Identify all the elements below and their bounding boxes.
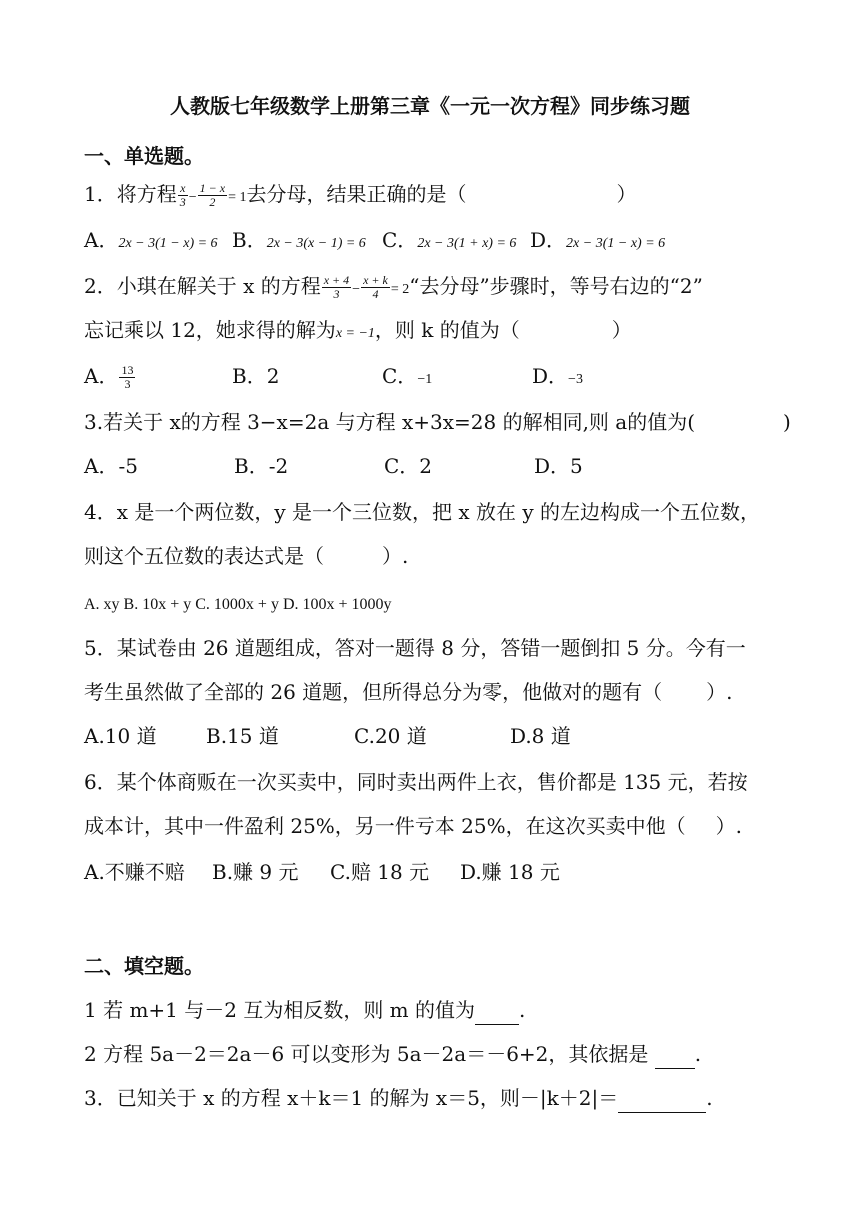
question-4: 4．x 是一个两位数，y 是一个三位数，把 x 放在 y 的左边构成一个五位数，: [84, 500, 761, 524]
option-d[interactable]: D.赚 18 元: [460, 860, 560, 884]
question-4-line-2: 则这个五位数的表达式是（ ）.: [84, 544, 409, 568]
option-b[interactable]: B.赚 9 元: [212, 860, 299, 884]
option-d[interactable]: D．2x − 3(1 − x) = 6: [530, 228, 666, 252]
option-d[interactable]: D．−3: [532, 364, 583, 388]
option-a[interactable]: A．-5: [84, 454, 138, 478]
answer-blank[interactable]: [655, 1040, 695, 1069]
question-1-text: 1．将方程: [84, 182, 177, 206]
option-a[interactable]: A．2x − 3(1 − x) = 6: [84, 228, 218, 252]
question-3-options: [84, 452, 583, 480]
fill-question-1: 1 若 m+1 与－2 互为相反数，则 m 的值为 .: [84, 996, 525, 1025]
section-heading-fill-in: 二、填空题。: [84, 954, 204, 978]
option-a[interactable]: A.不赚不赔: [84, 860, 185, 884]
fill-question-3: 3．已知关于 x 的方程 x＋k＝1 的解为 x＝5，则－|k＋2|＝ .: [84, 1084, 713, 1113]
question-3: 3.若关于 x的方程 3−x=2a 与方程 x+3x=28 的解相同,则 a的值为( ): [84, 410, 791, 434]
question-5-line-2: 考生虽然做了全部的 26 道题，但所得总分为零，他做对的题有（ ）.: [84, 680, 733, 704]
question-6: 6．某个体商贩在一次买卖中，同时卖出两件上衣，售价都是 135 元，若按: [84, 770, 748, 794]
answer-blank[interactable]: [618, 1084, 706, 1113]
section-heading-single-choice: 一、单选题。: [84, 144, 204, 168]
option-d[interactable]: D．5: [534, 454, 583, 478]
question-1: 1．将方程 $\frac{x}{3}$ − $\frac{1 - x}{2}$ = 1去分母，结果正确的是（ ）: [84, 181, 637, 209]
option-c[interactable]: C．2: [384, 454, 433, 478]
option-b[interactable]: B．-2: [234, 454, 289, 478]
option-c[interactable]: C.赔 18 元: [330, 860, 430, 884]
question-5: 5．某试卷由 26 道题组成，答对一题得 8 分，答错一题倒扣 5 分。今有一: [84, 636, 746, 660]
option-b[interactable]: B．2: [232, 364, 280, 388]
fraction-x-plus-4-over-3: $\frac{x + 4}{3}$: [323, 273, 350, 301]
question-1-options: [84, 226, 665, 258]
option-b[interactable]: B.15 道: [206, 724, 279, 748]
question-6-line-2: 成本计，其中一件盈利 25%，另一件亏本 25%，在这次买卖中他（ ）.: [84, 814, 742, 838]
fill-question-2: 2 方程 5a－2＝2a－6 可以变形为 5a－2a＝－6+2，其依据是 .: [84, 1040, 701, 1069]
question-5-options: [84, 722, 571, 750]
option-c[interactable]: C．2x − 3(1 + x) = 6: [382, 228, 517, 252]
answer-blank[interactable]: [475, 996, 519, 1025]
option-a[interactable]: A.10 道: [84, 724, 157, 748]
question-2-line-2: 忘记乘以 12，她求得的解为x = −1，则 k 的值为（ ）: [84, 318, 632, 342]
page-title: 人教版七年级数学上册第三章《一元一次方程》同步练习题: [170, 94, 690, 118]
question-6-options: [84, 858, 560, 886]
question-2: 2．小琪在解关于 x 的方程 $\frac{x + 4}{3}$ − $\frac{x + k}{4}$ = 2“去分母”步骤时，等号右边的“2”: [84, 273, 703, 301]
question-2-options: [84, 362, 583, 394]
question-4-options[interactable]: A. xy B. 10x + y C. 1000x + y D. 100x + 1000y: [84, 596, 392, 613]
option-c[interactable]: C.20 道: [354, 724, 427, 748]
option-c[interactable]: C．−1: [382, 364, 433, 388]
option-a[interactable]: A． $\frac{13}{3}$: [84, 363, 134, 391]
option-b[interactable]: B．2x − 3(x − 1) = 6: [232, 228, 366, 252]
option-d[interactable]: D.8 道: [510, 724, 571, 748]
fraction-x-plus-k-over-4: $\frac{x + k}{4}$: [363, 273, 388, 301]
fraction-x-over-3: $\frac{x}{3}$: [179, 181, 186, 209]
fraction-1-minus-x-over-2: $\frac{1 - x}{2}$: [199, 181, 226, 209]
